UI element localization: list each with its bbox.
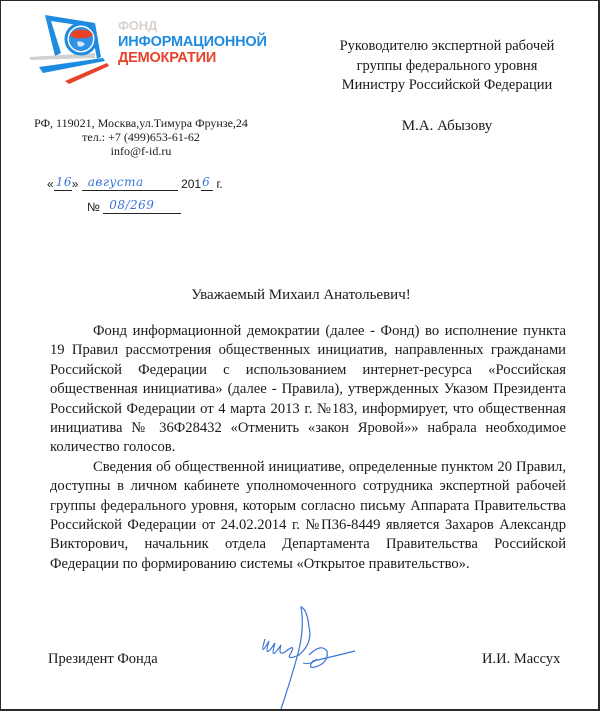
number-field [103, 200, 181, 214]
day-field [54, 177, 72, 191]
body-paragraph: Сведения об общественной инициативе, определенные пунктом 20 Правил, доступны в личном кабинете уполномоченного сотрудника экспертной рабочей группы федерального уровня, которым согласно письму Аппарата Правительства Российской Федерации от 24.02.2014 г. №П36-8449 является Захаров Александр Викторович, начальник отдела Департамента Правительства Российской Федерации по формированию системы «Открытое правительство». [50, 458, 566, 572]
day-handwritten: 16 [55, 175, 72, 189]
sender-email[interactable]: info@f-id.ru [110, 144, 172, 158]
letter-body [50, 322, 566, 574]
quote-open: « [47, 177, 54, 191]
signatory-title: Президент Фонда [48, 651, 158, 667]
recipient-line: Министру Российской Федерации [341, 77, 553, 93]
number-handwritten: 08/269 [109, 198, 155, 212]
handwritten-signature [251, 599, 361, 711]
year-suffix: г. [216, 177, 223, 191]
outgoing-number [87, 200, 181, 214]
logo-line-1: ФОНД [118, 18, 158, 33]
sender-phone: тел.: +7 (499)653-61-62 [82, 130, 200, 144]
fund-logo-icon [25, 9, 125, 84]
sender-contacts [31, 116, 251, 158]
logo-line-2: ИНФОРМАЦИОННОЙ [118, 34, 267, 50]
year-prefix: 201 [181, 177, 202, 191]
year-handwritten: 6 [202, 175, 211, 189]
recipient-block [297, 37, 597, 96]
month-field [82, 177, 178, 191]
recipient-name: М.А. Абызову [401, 118, 493, 134]
year-field [201, 177, 213, 191]
quote-close: » [71, 177, 79, 191]
recipient-line: Руководителю экспертной рабочей [339, 38, 555, 54]
signatory-name: И.И. Массух [482, 651, 561, 667]
logo-wordmark [118, 18, 267, 66]
number-label: № [87, 200, 100, 214]
salutation: Уважаемый Михаил Анатольевич! [191, 287, 411, 303]
outgoing-date [47, 177, 223, 191]
month-handwritten: августа [87, 175, 144, 189]
logo-line-3: ДЕМОКРАТИИ [118, 50, 217, 66]
sender-address: РФ, 119021, Москва,ул.Тимура Фрунзе,24 [34, 116, 248, 130]
body-paragraph: Фонд информационной демократии (далее - Фонд) во исполнение пункта 19 Правил рассмотрения общественных инициатив, направленных гражданами Российской Федерации с использованием интернет-ресурса «Российская общественная инициатива» (далее - Правила), утвержденных Указом Президента Российской Федерации от 4 марта 2013 г. №183, информирует, что общественная инициатива № 36Ф28432 «Отменить «закон Яровой»» набрала необходимое количество голосов. [50, 323, 566, 456]
recipient-line: группы федерального уровня [356, 57, 538, 74]
